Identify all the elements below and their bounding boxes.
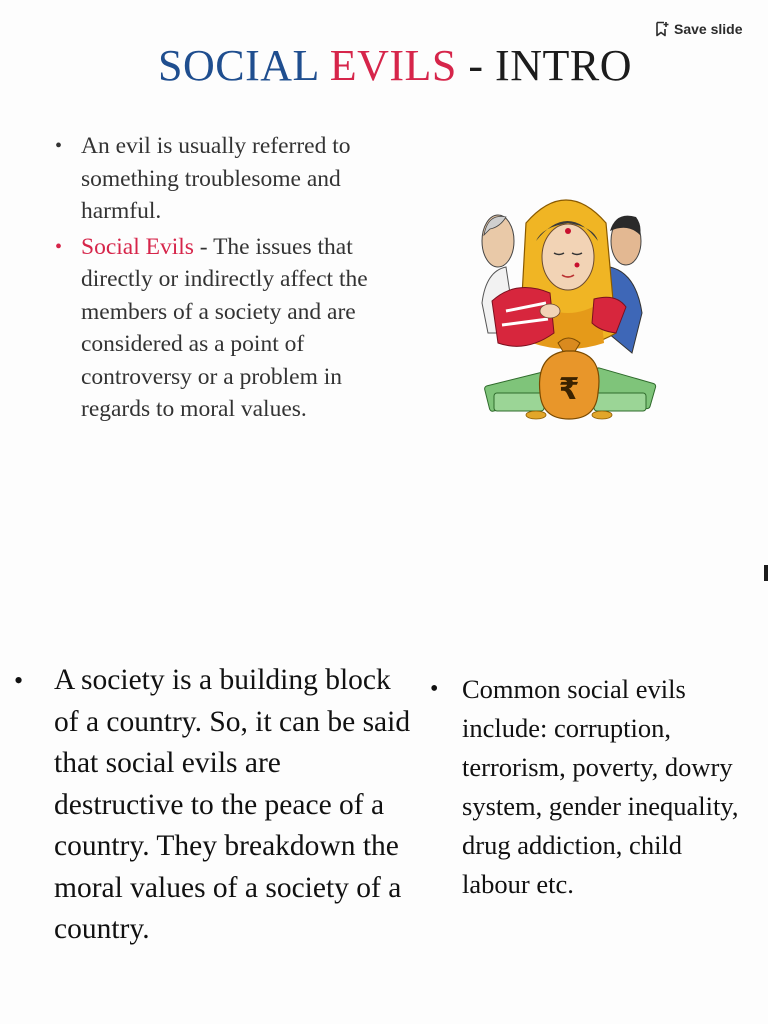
rupee-symbol: ₹ (558, 372, 580, 407)
bullet-icon: • (430, 676, 439, 702)
list-item (55, 130, 385, 228)
bullet-icon: • (55, 135, 63, 157)
save-slide-button[interactable] (655, 21, 743, 37)
social-evils-illustration (476, 183, 662, 428)
edge-marker (764, 565, 768, 581)
save-slide-label: Save slide (674, 21, 743, 37)
title-part-intro: - INTRO (456, 41, 632, 90)
bookmark-plus-icon (655, 21, 669, 37)
bottom-right-point-text: Common social evils include: corruption, terrorism, poverty, dowry system, gender inequality, drug addiction, child labour etc. (462, 674, 739, 899)
title-part-evils: EVILS (329, 41, 457, 90)
intro-point-text: An evil is usually referred to something troublesome and harmful. (81, 133, 351, 224)
title-part-social: SOCIAL (157, 41, 330, 90)
bullet-icon: • (55, 235, 63, 258)
bottom-left-bullet-list (14, 660, 414, 951)
list-item (55, 231, 385, 426)
intro-point-term: Social Evils (81, 233, 194, 260)
slide-title (0, 40, 768, 91)
bullet-icon: • (14, 666, 24, 695)
list-item (14, 660, 414, 951)
bottom-right-bullet-list (430, 670, 750, 904)
bottom-left-point-text: A society is a building block of a country. So, it can be said that social evils are destructive to the peace of a country. They breakdown the moral values of a society of a country. (54, 664, 411, 945)
intro-bullet-list (55, 130, 385, 429)
intro-point-text: - The issues that directly or indirectly affect the members of a society and are considered as a point of controversy or a problem in regards to moral values. (81, 233, 368, 422)
list-item (430, 670, 750, 904)
